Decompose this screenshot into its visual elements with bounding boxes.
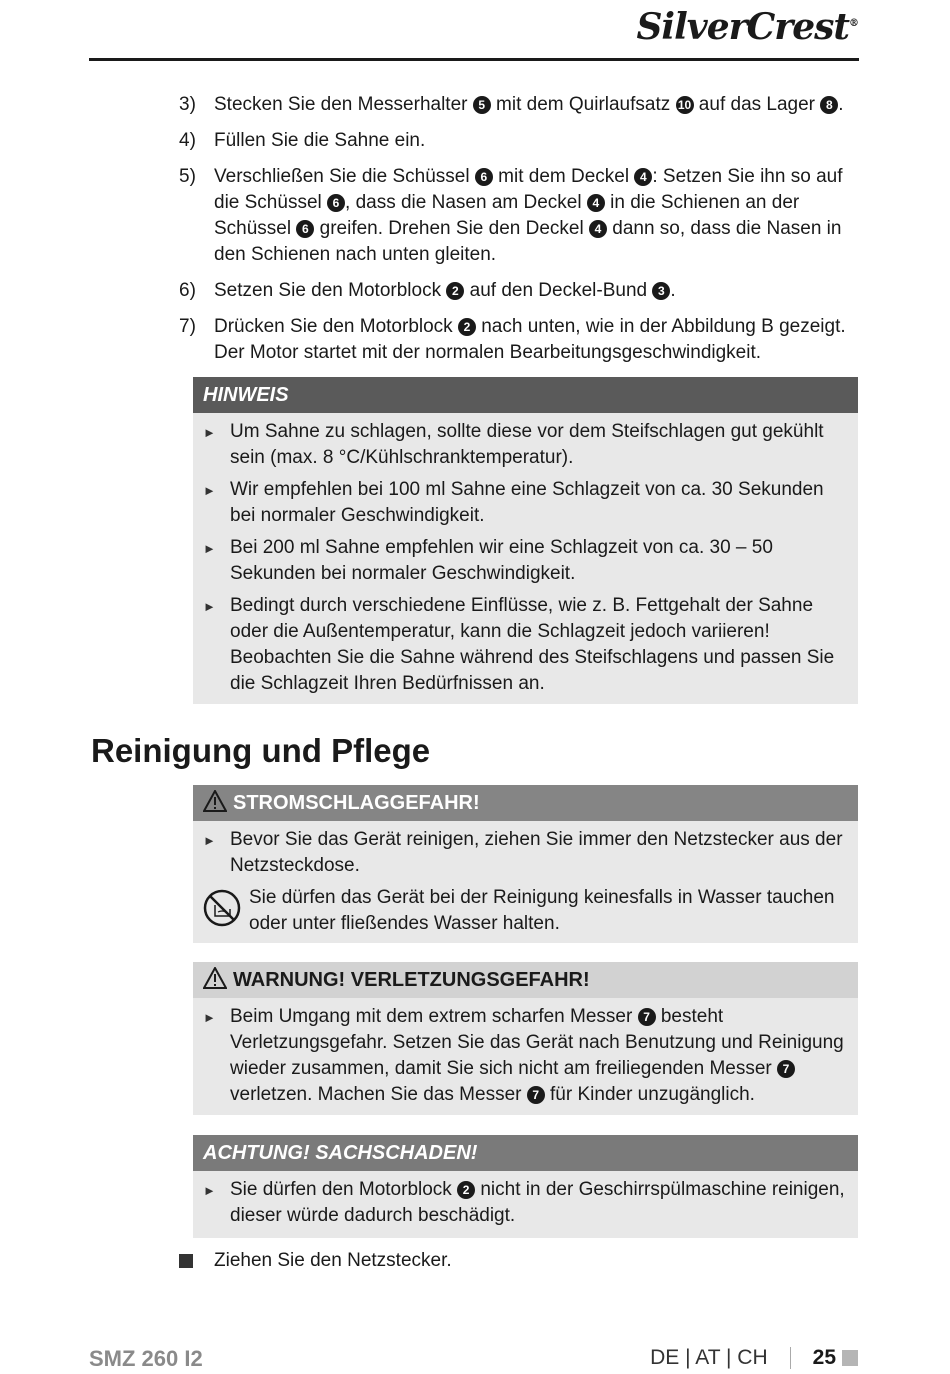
text-run: nach unten, wie in der Abbildung B gezeigt. Der Motor startet mit der normalen Bearbeitungsgeschwindigkeit. (214, 316, 846, 363)
stromschlag-item: ► Bevor Sie das Gerät reinigen, ziehen Sie immer den Netzstecker aus der Netzsteckdose. (203, 827, 846, 879)
text-run: dann so, dass die Nasen in den Schienen nach unten gleiten. (214, 218, 842, 265)
text-run: Verschließen Sie die Schüssel (214, 166, 475, 187)
text-run: in die Schienen an der Schüssel (214, 192, 800, 239)
arrow-icon: ► (203, 599, 216, 614)
step-text (214, 314, 859, 366)
hinweis-box (193, 377, 858, 704)
step-item (179, 278, 859, 304)
reference-number-icon: 2 (446, 282, 464, 300)
footer-countries: DE | AT | CH (650, 1346, 768, 1369)
section-title: Reinigung und Pflege (91, 732, 431, 769)
reference-number-icon: 8 (820, 96, 838, 114)
text-run: besteht Verletzungsgefahr. Setzen Sie das Gerät nach Benutzung und Reinigung wieder zusammen, damit Sie sich nicht am freiliegenden Messer (230, 1006, 844, 1079)
hinweis-title: HINWEIS (193, 377, 858, 413)
reference-number-icon: 7 (527, 1086, 545, 1104)
step-number: 4) (179, 130, 196, 151)
text-run: Sie dürfen den Motorblock (230, 1179, 458, 1200)
stromschlag-box (193, 785, 858, 943)
text-run: auf den Deckel-Bund (464, 280, 653, 301)
hinweis-item: ► Bei 200 ml Sahne empfehlen wir eine Schlagzeit von ca. 30 – 50 Sekunden bei normaler Geschwindigkeit. (203, 535, 846, 587)
step-item (179, 314, 859, 366)
text-run: Füllen Sie die Sahne ein. (214, 130, 426, 151)
hinweis-item: ► Wir empfehlen bei 100 ml Sahne eine Schlagzeit von ca. 30 Sekunden bei normaler Geschwindigkeit. (203, 477, 846, 529)
arrow-icon: ► (203, 833, 216, 848)
reference-number-icon: 6 (296, 220, 314, 238)
reference-number-icon: 5 (473, 96, 491, 114)
reference-number-icon: 2 (458, 318, 476, 336)
text-run: : Setzen Sie ihn so auf die Schüssel (214, 166, 843, 213)
step-list (179, 92, 859, 376)
text-run: verletzen. Machen Sie das Messer (230, 1084, 527, 1105)
step-item (179, 92, 859, 118)
step-text (214, 278, 859, 304)
reference-number-icon: 4 (587, 194, 605, 212)
step-text (214, 92, 859, 118)
arrow-icon: ► (203, 1183, 216, 1198)
page-number: 25 (812, 1346, 836, 1369)
footer-right (650, 1346, 858, 1370)
text-run: mit dem Deckel (492, 166, 635, 187)
step-item (179, 164, 859, 268)
hinweis-item: ► Bedingt durch verschiedene Einflüsse, wie z. B. Fettgehalt der Sahne oder die Außentemperatur, kann die Schlagzeit jedoch variieren! Beobachten Sie die Sahne während des Steifschlagens und passen Sie die Schlagzeit Ihren Bedürfnissen an. (203, 593, 846, 697)
arrow-icon: ► (203, 425, 216, 440)
text-run: Drücken Sie den Motorblock (214, 316, 458, 337)
hinweis-item: ► Um Sahne zu schlagen, sollte diese vor dem Steifschlagen gut gekühlt sein (max. 8 °C/Kühlschranktemperatur). (203, 419, 846, 471)
reference-number-icon: 6 (475, 168, 493, 186)
achtung-box (193, 1135, 858, 1238)
brand-logo: SilverCrest® (636, 6, 858, 48)
footer-divider (790, 1347, 791, 1369)
footer-model: SMZ 260 I2 (89, 1346, 203, 1371)
step-number: 7) (179, 316, 196, 337)
page-marker-icon (842, 1350, 858, 1366)
square-bullet-icon (179, 1254, 193, 1268)
warning-triangle-icon (203, 790, 227, 812)
step-number: 3) (179, 94, 196, 115)
step-number: 6) (179, 280, 196, 301)
reference-number-icon: 3 (652, 282, 670, 300)
text-run: . (670, 280, 676, 301)
warning-triangle-icon (203, 967, 227, 989)
text-run: auf das Lager (693, 94, 821, 115)
warnung-item (203, 1004, 846, 1108)
no-water-immersion-icon (203, 889, 241, 927)
text-run: Beim Umgang mit dem extrem scharfen Messer (230, 1006, 638, 1027)
reference-number-icon: 6 (327, 194, 345, 212)
arrow-icon: ► (203, 541, 216, 556)
no-water-note: Sie dürfen das Gerät bei der Reinigung keinesfalls in Wasser tauchen oder unter fließendes Wasser halten. (203, 885, 846, 937)
header-rule (89, 58, 859, 61)
text-run: greifen. Drehen Sie den Deckel (314, 218, 589, 239)
reference-number-icon: 2 (457, 1181, 475, 1199)
text-run: für Kinder unzugänglich. (544, 1084, 755, 1105)
text-run: nicht in der Geschirrspülmaschine reinigen, dieser würde dadurch beschädigt. (230, 1179, 845, 1226)
reference-number-icon: 7 (638, 1008, 656, 1026)
arrow-icon: ► (203, 1010, 216, 1025)
step-text (214, 164, 859, 268)
step-number: 5) (179, 166, 196, 187)
text-run: mit dem Quirlaufsatz (490, 94, 676, 115)
stromschlag-title: STROMSCHLAGGEFAHR! (193, 785, 858, 821)
reference-number-icon: 7 (777, 1060, 795, 1078)
achtung-title: ACHTUNG! SACHSCHADEN! (193, 1135, 858, 1171)
reference-number-icon: 4 (589, 220, 607, 238)
step-text (214, 128, 859, 154)
text-run: Stecken Sie den Messerhalter (214, 94, 473, 115)
arrow-icon: ► (203, 483, 216, 498)
text-run: , dass die Nasen am Deckel (345, 192, 587, 213)
reference-number-icon: 4 (634, 168, 652, 186)
step-item (179, 128, 859, 154)
warnung-box (193, 962, 858, 1115)
achtung-item (203, 1177, 846, 1229)
warnung-title: WARNUNG! VERLETZUNGSGEFAHR! (193, 962, 858, 998)
text-run: . (838, 94, 844, 115)
reference-number-icon: 10 (676, 96, 694, 114)
text-run: Setzen Sie den Motorblock (214, 280, 447, 301)
final-step: Ziehen Sie den Netzstecker. (179, 1248, 452, 1274)
